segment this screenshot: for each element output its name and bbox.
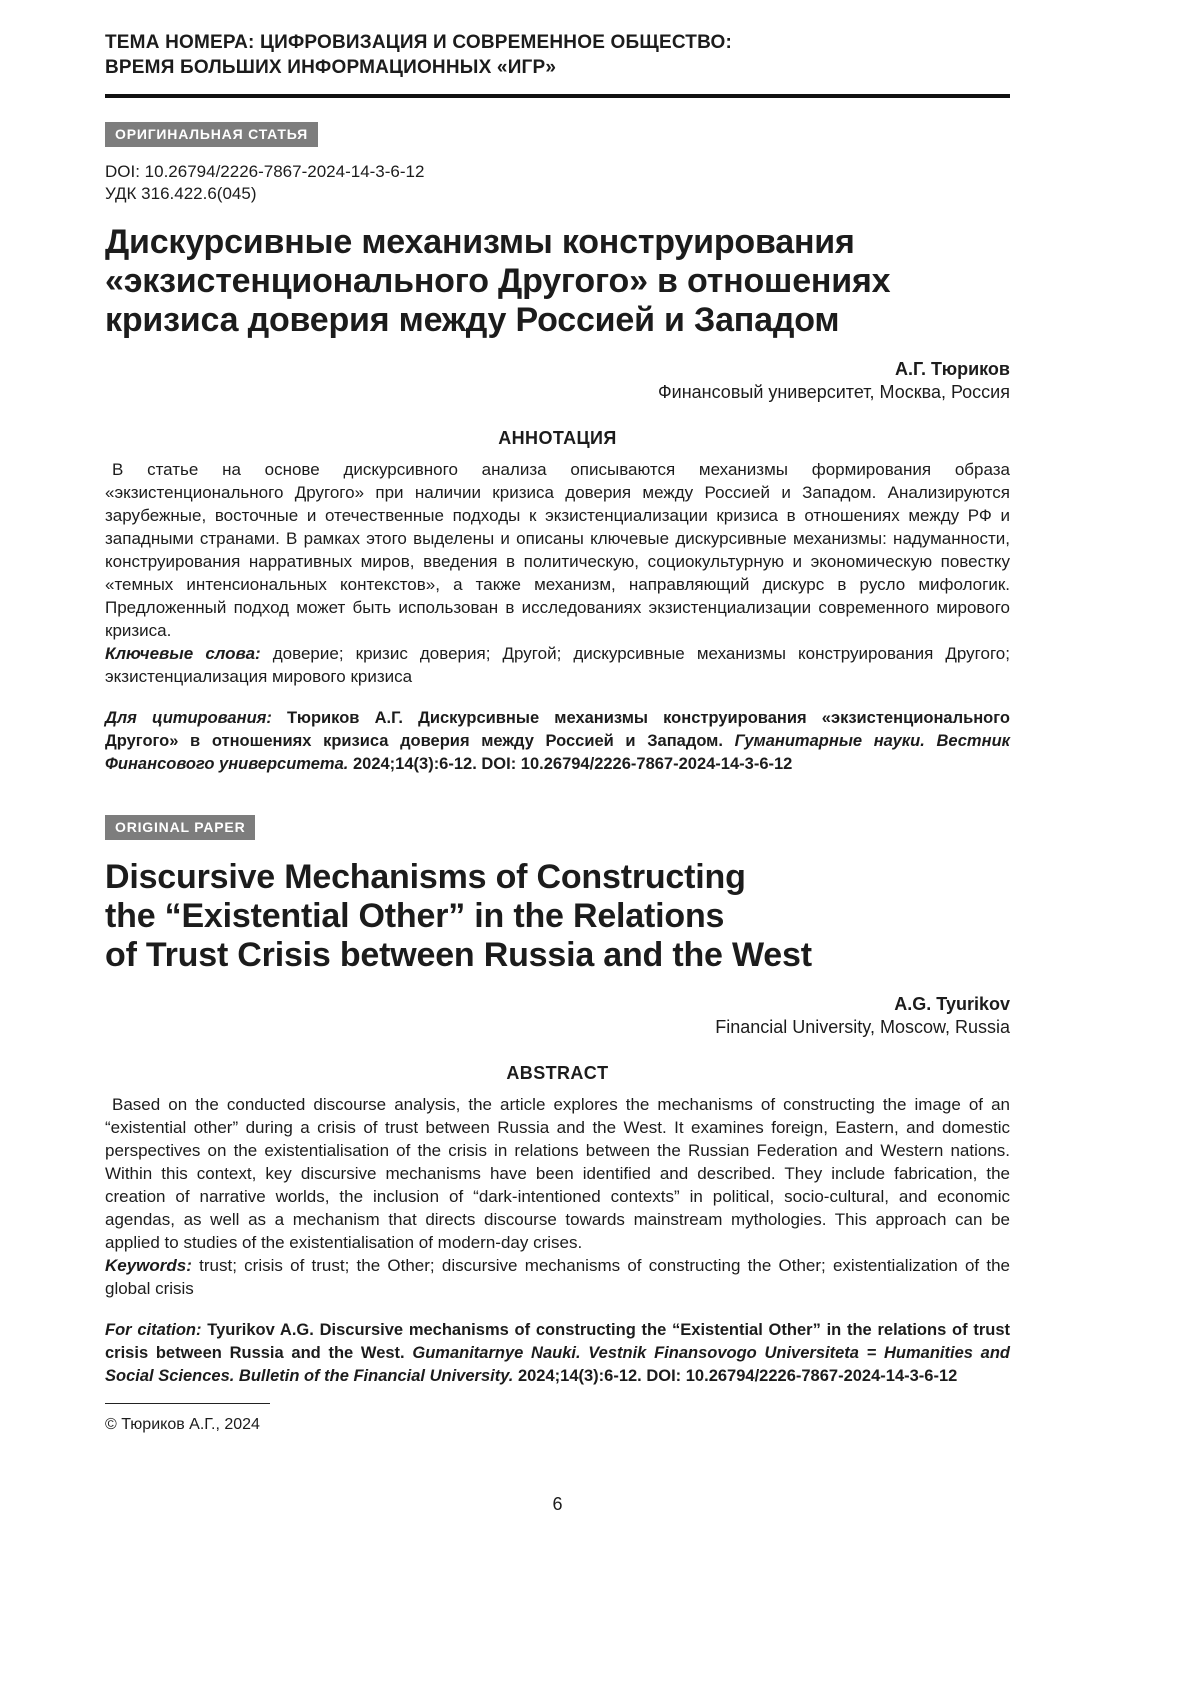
citation-label-en: For citation: — [105, 1320, 202, 1339]
header-divider — [105, 94, 1010, 98]
title-line: the “Existential Other” in the Relations — [105, 896, 725, 935]
abstract-text-ru: В статье на основе дискурсивного анализа описываются механизмы формирования образа «экзистенционального Другого» при наличии кризиса доверия между Россией и Западом. Анализируются зарубежные, восточные и отечественные подходы к экзистенциализации кризиса в отношениях между РФ и западными странами. В рамках этого выделены и описаны ключевые дискурсивные механизмы: надуманности, конструирования нарративных миров, введения в политическую, социокультурную и экономическую повестку «темных интенсиональных контекстов», а также механизм, направляющий дискурс в русло мифологик. Предложенный подход может быть использован в исследованиях экзистенциализации современного мирового кризиса. — [105, 460, 1010, 640]
title-line: Дискурсивные механизмы конструирования — [105, 223, 855, 261]
article-type-badge-ru: ОРИГИНАЛЬНАЯ СТАТЬЯ — [105, 122, 318, 147]
byline-en — [105, 993, 1010, 1039]
keywords-label-en: Keywords: — [105, 1255, 192, 1275]
issue-theme-line-2: ВРЕМЯ БОЛЬШИХ ИНФОРМАЦИОННЫХ «ИГР» — [105, 57, 557, 78]
copyright-divider — [105, 1403, 270, 1404]
title-line: Discursive Mechanisms of Constructing — [105, 857, 746, 896]
article-page — [105, 0, 1010, 1388]
citation-ru — [105, 707, 1010, 776]
citation-tail-ru: 2024;14(3):6-12. DOI: 10.26794/2226-7867-2024-14-3-6-12 — [352, 755, 793, 773]
author-affiliation-en: Financial University, Moscow, Russia — [715, 1016, 1010, 1037]
issue-theme-line-1: ТЕМА НОМЕРА: ЦИФРОВИЗАЦИЯ И СОВРЕМЕННОЕ ОБЩЕСТВО: — [105, 32, 733, 53]
title-line: of Trust Crisis between Russia and the West — [105, 935, 812, 974]
keywords-en — [105, 1254, 1010, 1300]
citation-label-ru: Для цитирования: — [105, 709, 272, 727]
copyright-block — [105, 1403, 270, 1435]
abstract-heading-en: ABSTRACT — [506, 1062, 609, 1083]
keywords-ru — [105, 642, 1010, 688]
keywords-text-en: trust; crisis of trust; the Other; discursive mechanisms of constructing the Other; existentialization of the global crisis — [105, 1255, 1010, 1298]
author-name-en: A.G. Tyurikov — [894, 993, 1010, 1014]
byline-ru — [105, 358, 1010, 404]
keywords-text-ru: доверие; кризис доверия; Другой; дискурсивные механизмы конструирования Другого; экзистенциализация мирового кризиса — [105, 644, 1010, 686]
article-identifiers — [105, 161, 1010, 205]
title-line: «экзистенционального Другого» в отношениях — [105, 262, 891, 300]
citation-journal-en: Gumanitarnye Nauki. Vestnik Finansovogo Universiteta = Humanities and Social Sciences. Bulletin of the Financial University. — [105, 1343, 1010, 1385]
article-title-en — [105, 858, 1010, 975]
article-type-badge-en: ORIGINAL PAPER — [105, 815, 255, 840]
doi-line: DOI: 10.26794/2226-7867-2024-14-3-6-12 — [105, 162, 425, 181]
author-name-ru: А.Г. Тюриков — [895, 359, 1010, 379]
abstract-heading-ru: АННОТАЦИЯ — [498, 428, 617, 448]
copyright-text: © Тюриков А.Г., 2024 — [105, 1416, 260, 1433]
keywords-label-ru: Ключевые слова: — [105, 644, 261, 663]
citation-en — [105, 1319, 1010, 1388]
citation-journal-ru: Гуманитарные науки. Вестник Финансового университета. — [105, 732, 1011, 773]
issue-theme — [105, 30, 1010, 80]
citation-tail-en: 2024;14(3):6-12. DOI: 10.26794/2226-7867-2024-14-3-6-12 — [517, 1366, 958, 1385]
page-number: 6 — [552, 1494, 563, 1514]
udc-line: УДК 316.422.6(045) — [105, 184, 257, 203]
citation-main-en: Tyurikov A.G. Discursive mechanisms of constructing the “Existential Other” in the relations of trust crisis between Russia and the West. — [105, 1320, 1010, 1362]
citation-main-ru: Тюриков А.Г. Дискурсивные механизмы конструирования «экзистенционального Другого» в отношениях кризиса доверия между Россией и Западом. — [105, 709, 1010, 750]
article-title-ru — [105, 223, 1010, 340]
abstract-text-en: Based on the conducted discourse analysis, the article explores the mechanisms of constructing the image of an “existential other” during a crisis of trust between Russia and the West. It examines foreign, Eastern, and domestic perspectives on the existentialisation of the crisis in relations between the Russian Federation and Western nations. Within this context, key discursive mechanisms have been identified and described. They include fabrication, the creation of narrative worlds, the inclusion of “dark-intentioned contexts” in political, socio-cultural, and economic agendas, as well as a mechanism that directs discourse towards mainstream mythologies. This approach can be applied to studies of the existentialisation of modern-day crises. — [105, 1094, 1010, 1252]
title-line: кризиса доверия между Россией и Западом — [105, 301, 840, 339]
author-affiliation-ru: Финансовый университет, Москва, Россия — [657, 382, 1010, 402]
